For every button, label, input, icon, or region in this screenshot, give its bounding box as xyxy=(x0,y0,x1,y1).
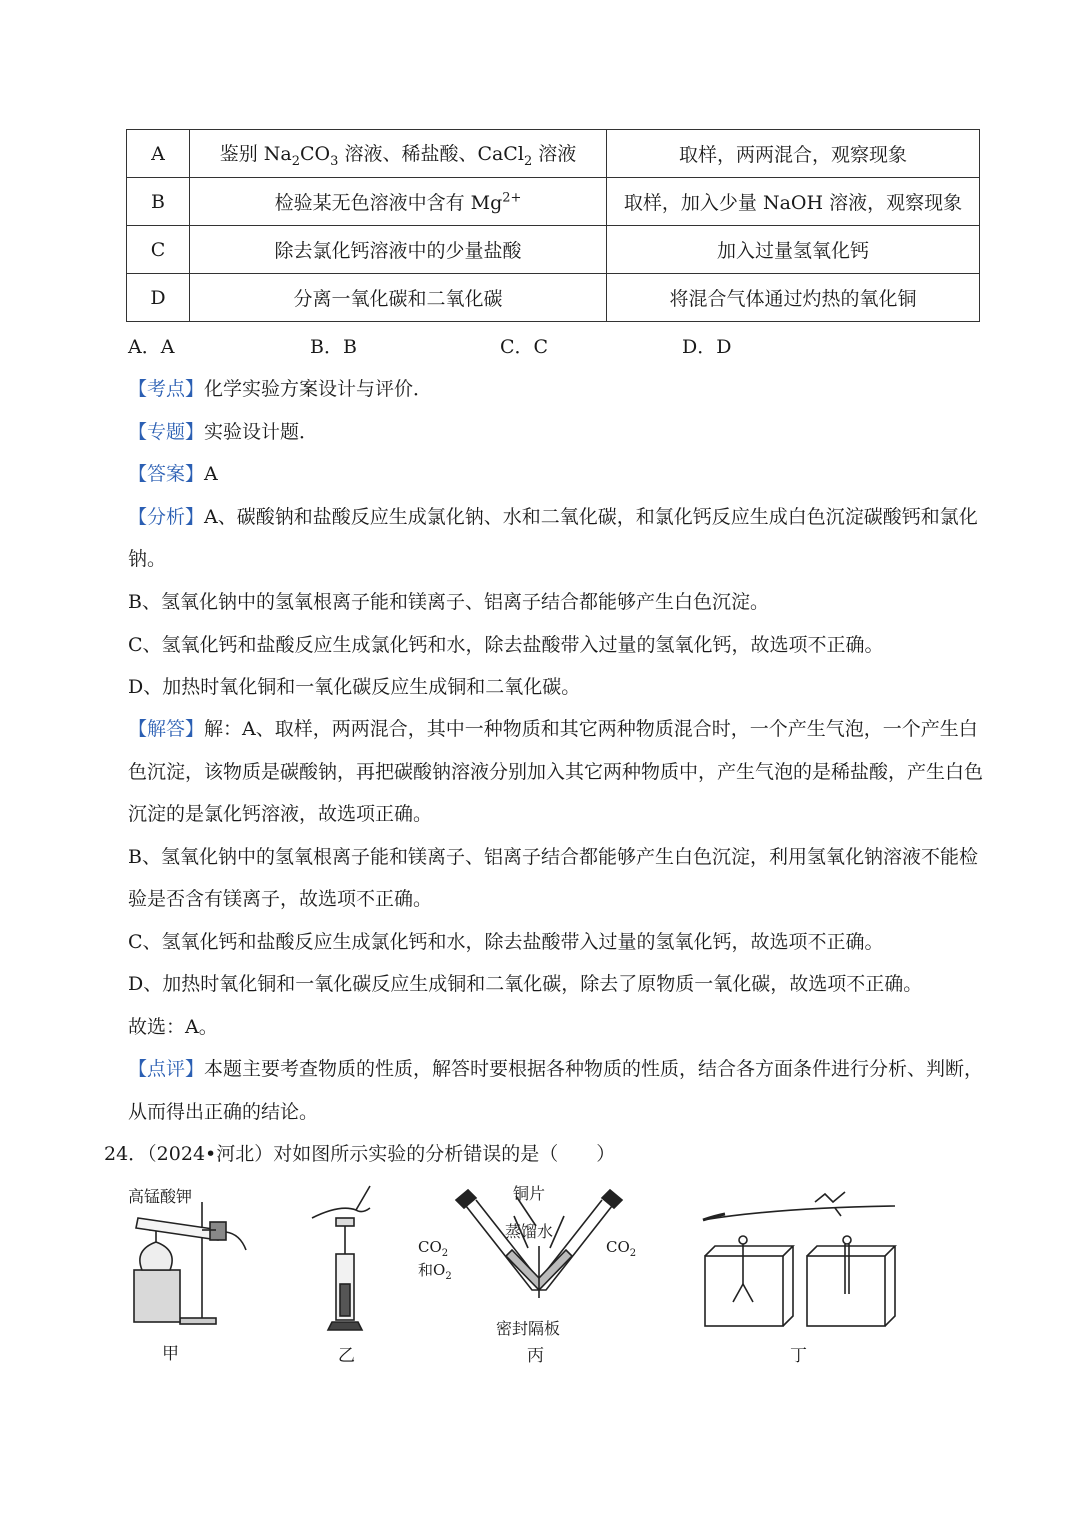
row-key: B xyxy=(127,178,190,226)
fenxi-line-4: C、氢氧化钙和盐酸反应生成氯化钙和水，除去盐酸带入过量的氢氧化钙，故选项不正确。 xyxy=(128,634,884,656)
fenxi-line-1: 【分析】A、碳酸钠和盐酸反应生成氯化钠、水和二氧化碳，和氯化钙反应生成白色沉淀碳酸钙和氯化 xyxy=(128,506,978,528)
row-method: 将混合气体通过灼热的氧化铜 xyxy=(607,274,980,322)
dianping-line-1: 【点评】本题主要考查物质的性质，解答时要根据各种物质的性质，结合各方面条件进行分析、判断， xyxy=(128,1058,984,1080)
row-purpose: 分离一氧化碳和二氧化碳 xyxy=(190,274,607,322)
options-table xyxy=(126,129,980,322)
dianping-line-2: 从而得出正确的结论。 xyxy=(128,1101,319,1123)
fenxi-line-3: B、氢氧化钠中的氢氧根离子能和镁离子、铝离子结合都能够产生白色沉淀。 xyxy=(128,591,769,613)
table-row xyxy=(127,274,980,322)
caption-yi: 乙 xyxy=(338,1346,355,1366)
label-potassium-permanganate: 高锰酸钾 xyxy=(128,1187,193,1206)
caption-ding: 丁 xyxy=(790,1346,807,1366)
choice-c: C．C xyxy=(500,336,549,358)
jieda-line-2: 色沉淀，该物质是碳酸钠，再把碳酸钠溶液分别加入其它两种物质中，产生气泡的是稀盐酸，产生白色 xyxy=(128,761,984,783)
jieda-line-6: C、氢氧化钙和盐酸反应生成氯化钙和水，除去盐酸带入过量的氢氧化钙，故选项不正确。 xyxy=(128,931,884,953)
row-purpose: 除去氯化钙溶液中的少量盐酸 xyxy=(190,226,607,274)
jieda-line-4: B、氢氧化钠中的氢氧根离子能和镁离子、铝离子结合都能够产生白色沉淀，利用氢氧化钠溶液不能检 xyxy=(128,846,978,868)
table-row xyxy=(127,178,980,226)
jieda-tag: 【解答】 xyxy=(128,718,205,740)
label-distilled-water: 蒸馏水 xyxy=(505,1222,554,1241)
row-purpose: 鉴别 $Na_2CO_3$ 溶液、稀盐酸、CaCl$_2$ 溶液 xyxy=(190,130,607,178)
choice-a: A．A xyxy=(128,336,175,358)
jieda-line-5: 验是否含有镁离子，故选项不正确。 xyxy=(128,888,433,910)
answer-choices xyxy=(128,332,731,359)
jieda-line-3: 沉淀的是氯化钙溶液，故选项正确。 xyxy=(128,803,433,825)
jieda-line-8: 故选：A。 xyxy=(128,1016,218,1038)
table-row xyxy=(127,226,980,274)
figure-yi-syringe xyxy=(300,1184,390,1334)
caption-jia: 甲 xyxy=(162,1344,179,1364)
kaodian-tag: 【考点】 xyxy=(128,378,205,400)
label-left-gas: $CO_2$ 和$O_2$ xyxy=(418,1238,452,1282)
fenxi-tag: 【分析】 xyxy=(128,506,205,528)
figure-bing-v-tube xyxy=(446,1186,632,1298)
table-row xyxy=(127,130,980,178)
figure-ding-candles xyxy=(695,1184,905,1336)
caption-bing: 丙 xyxy=(527,1346,544,1366)
row-key: D xyxy=(127,274,190,322)
daan-line: 【答案】A xyxy=(128,463,218,485)
label-copper-sheet: 铜片 xyxy=(513,1184,546,1203)
dianping-tag: 【点评】 xyxy=(128,1058,205,1080)
row-method: 加入过量氢氧化钙 xyxy=(607,226,980,274)
kaodian-line: 【考点】化学实验方案设计与评价． xyxy=(128,378,433,400)
zhuanti-line: 【专题】实验设计题． xyxy=(128,421,319,443)
row-method: 取样，加入少量 NaOH 溶液，观察现象 xyxy=(607,178,980,226)
jieda-line-7: D、加热时氧化铜和一氧化碳反应生成铜和二氧化碳，除去了原物质一氧化碳，故选项不正确。 xyxy=(128,973,923,995)
choice-b: B．B xyxy=(310,336,357,358)
zhuanti-tag: 【专题】 xyxy=(128,421,205,443)
question-24: 24．（2024•河北）对如图所示实验的分析错误的是（ ） xyxy=(104,1143,616,1165)
label-sealed-partition: 密封隔板 xyxy=(496,1319,561,1338)
label-right-gas: $CO_2$ xyxy=(606,1238,637,1259)
row-method: 取样，两两混合，观察现象 xyxy=(607,130,980,178)
daan-tag: 【答案】 xyxy=(128,463,205,485)
row-purpose: 检验某无色溶液中含有 $Mg^{2+}$ xyxy=(190,178,607,226)
fenxi-line-5: D、加热时氧化铜和一氧化碳反应生成铜和二氧化碳。 xyxy=(128,676,581,698)
figure-jia-heating-apparatus xyxy=(120,1200,260,1330)
choice-d: D．D xyxy=(682,336,732,358)
jieda-line-1: 【解答】解：A、取样，两两混合，其中一种物质和其它两种物质混合时，一个产生气泡，一个产生白 xyxy=(128,718,978,740)
row-key: A xyxy=(127,130,190,178)
fenxi-line-2: 钠。 xyxy=(128,548,167,570)
row-key: C xyxy=(127,226,190,274)
